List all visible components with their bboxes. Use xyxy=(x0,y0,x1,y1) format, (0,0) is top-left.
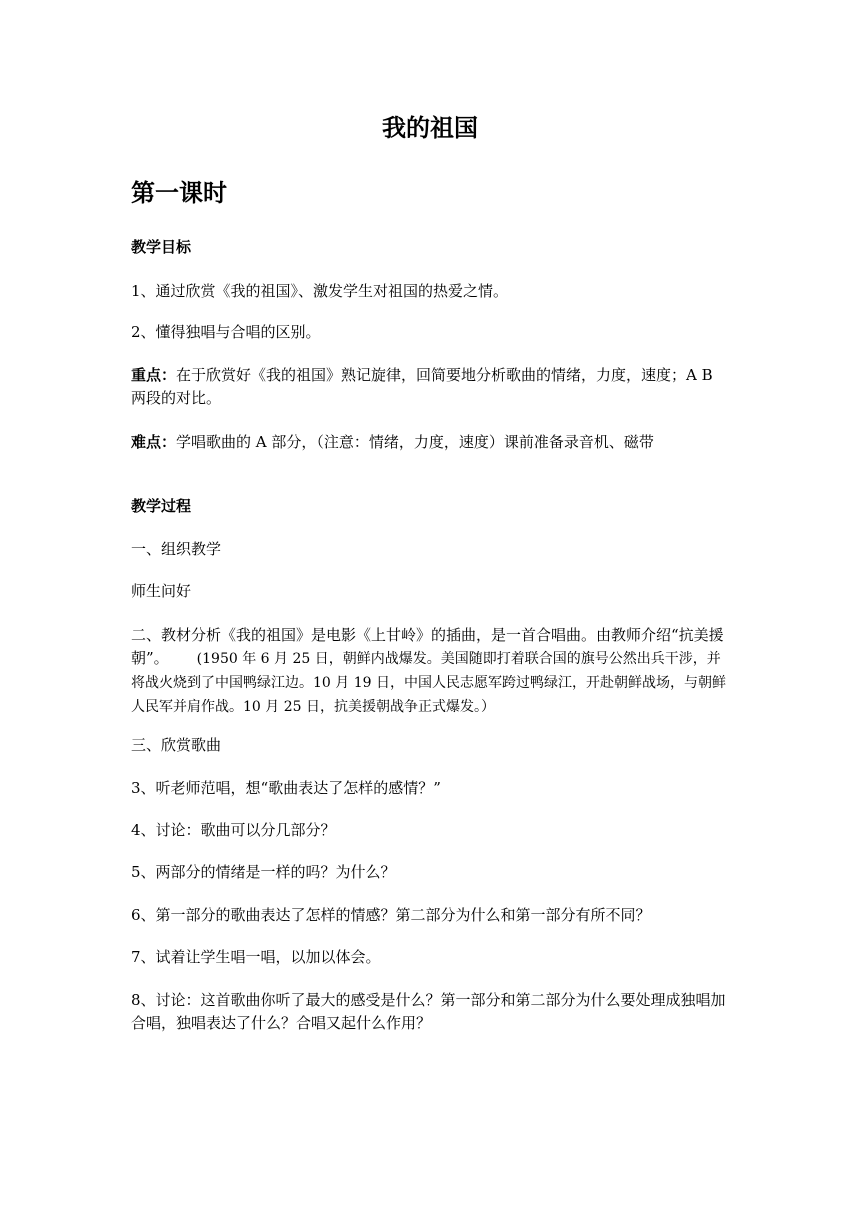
step-2-text: 二、教材分析《我的祖国》是电影《上甘岭》的插曲，是一首合唱曲。由教师介绍“抗美援朝”。 xyxy=(131,626,724,667)
document-title: 我的祖国 xyxy=(382,113,478,142)
difficult-point-text: 学唱歌曲的 A 部分，（注意：情绪，力度，速度）课前准备录音机、磁带 xyxy=(176,433,654,451)
question-4: 4、讨论：歌曲可以分几部分？ xyxy=(131,821,336,839)
step-2-history-note: (1950 年 6 月 25 日，朝鲜内战爆发。美国随即打着联合国的旗号公然出兵干涉，并将战火烧到了中国鸭绿江边。10 月 19 日，中国人民志愿军跨过鸭绿江，开赴朝鲜战场，与朝鲜人民军并肩作战。10 月 25 日，抗美援朝战争正式爆发。） xyxy=(131,651,726,715)
question-6: 6、第一部分的歌曲表达了怎样的情感？第二部分为什么和第一部分有所不同？ xyxy=(131,906,651,924)
key-point-paragraph xyxy=(131,364,731,410)
question-7: 7、试着让学生唱一唱，以加以体会。 xyxy=(131,948,381,966)
goals-heading: 教学目标 xyxy=(131,238,192,256)
greeting-text: 师生问好 xyxy=(131,582,192,600)
step-1: 一、组织教学 xyxy=(131,540,222,558)
key-point-text: 在于欣赏好《我的祖国》熟记旋律，回简要地分析歌曲的情绪，力度，速度；A B 两段的对比。 xyxy=(131,366,713,407)
question-3: 3、听老师范唱，想“歌曲表达了怎样的感情？” xyxy=(131,779,441,797)
step-3: 三、欣赏歌曲 xyxy=(131,736,222,754)
step-2-paragraph xyxy=(131,624,731,719)
goal-item-1: 1、通过欣赏《我的祖国》、激发学生对祖国的热爱之情。 xyxy=(131,282,509,300)
difficult-point-label: 难点： xyxy=(131,433,177,451)
difficult-point-paragraph xyxy=(131,431,731,454)
lesson-heading: 第一课时 xyxy=(131,178,227,207)
question-5: 5、两部分的情绪是一样的吗？为什么？ xyxy=(131,863,396,881)
goal-item-2: 2、懂得独唱与合唱的区别。 xyxy=(131,323,321,341)
key-point-label: 重点： xyxy=(131,366,177,384)
process-heading: 教学过程 xyxy=(131,497,192,515)
question-8: 8、讨论：这首歌曲你听了最大的感受是什么？第一部分和第二部分为什么要处理成独唱加合唱，独唱表达了什么？合唱又起什么作用？ xyxy=(131,991,726,1032)
